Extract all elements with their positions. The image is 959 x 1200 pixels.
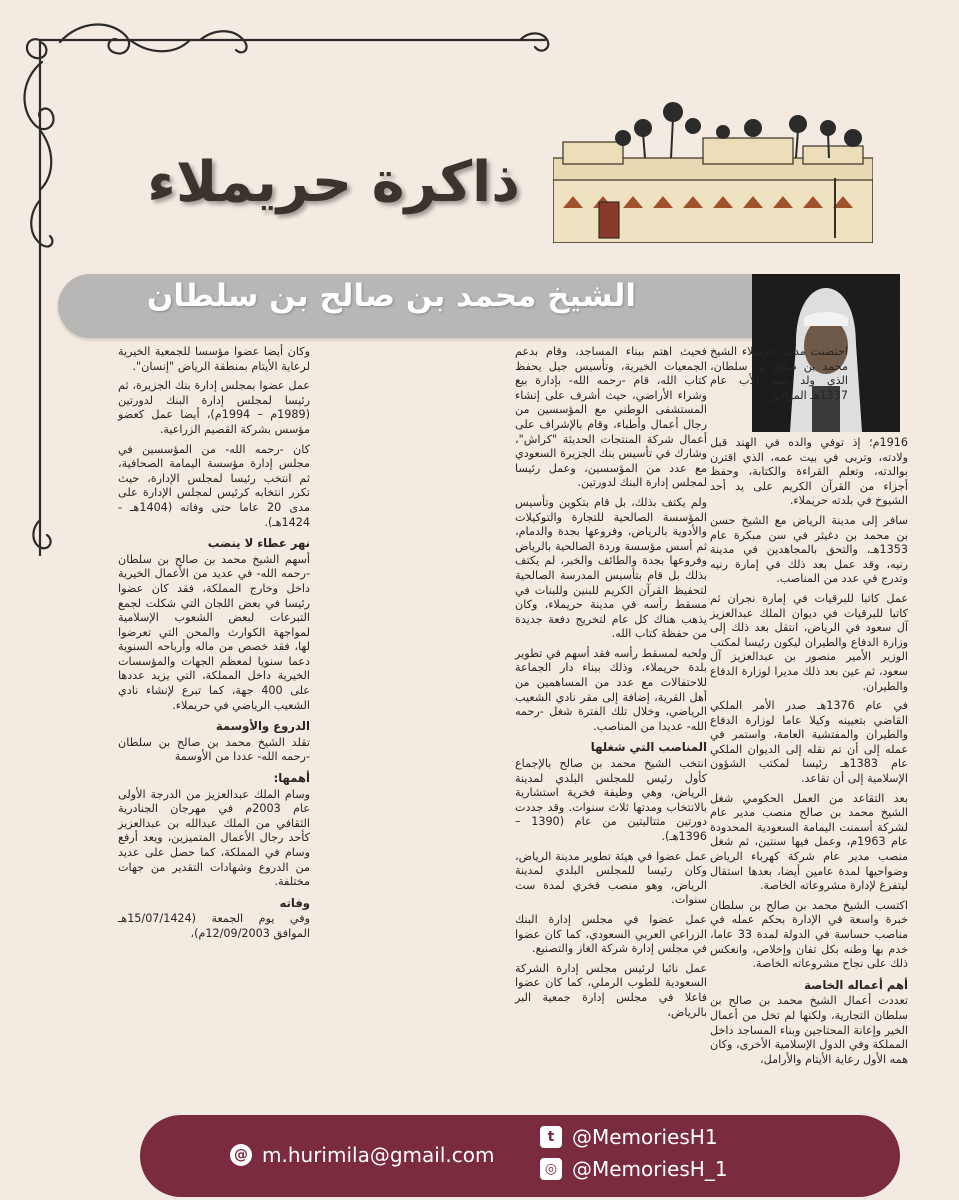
paragraph: كان -رحمه الله- من المؤسسين في مجلس إدارة مؤسسة اليمامة الصحافية، ثم انتخب رئيسا لمجلس الإدارة، حيث تكرر انتخابه كرئيس لمجلس الإدارة على مدى 20 عاما حتى وفاته (1404هـ - 1424هـ). — [118, 442, 310, 529]
article-column-2 — [515, 345, 707, 1025]
twitter-icon: t — [540, 1126, 562, 1148]
footer-contact-bar — [140, 1115, 900, 1197]
footer-twitter[interactable] — [540, 1125, 718, 1149]
section-heading: أهمها: — [273, 771, 310, 786]
paragraph: ولم يكتف بذلك، بل قام بتكوين وتأسيس المؤسسة الصالحية للتجارة والتوكيلات والأدوية بالرياض، وفروعها بجدة والدمام، ثم أسس مؤسسة وردة الصالحية بالرياض وفروعها بجدة والطائف والخبر، لم يكتف بذلك بل قام بتأسيس المدرسة الصالحية لتحفيظ القرآن الكريم للبنين وللبنات في مسقط رأسه في مدينة حريملاء، وكان يذهب هناك كل عام لتخريج دفعة جديدة من حفظة كتاب الله. — [515, 495, 707, 641]
paragraph: سافر إلى مدينة الرياض مع الشيخ حسن بن محمد بن دغيثر في سن مبكرة عام 1353هـ، والتحق بالمجاهدين في مدينة رنيه، وقد عمل بعد ذلك في إمارة رنيه وتدرج في عدد من المناصب. — [710, 513, 908, 586]
paragraph: تعددت أعمال الشيخ محمد بن صالح بن سلطان التجارية، ولكنها لم تخل من أعمال الخير وإعانة المحتاجين وبناء المساجد داخل المملكة وفي الدول الإسلامية الأخرى، وكان همه الأول رعاية الأيتام والأرامل، — [710, 994, 908, 1066]
section-heading: الدروع والأوسمة — [215, 719, 310, 734]
footer-email[interactable] — [230, 1143, 494, 1167]
twitter-handle[interactable]: @MemoriesH1 — [572, 1125, 718, 1149]
paragraph: وكان أيضا عضوا مؤسسا للجمعية الخيرية لرعاية الأيتام بمنطقة الرياض "إنسان". — [118, 345, 310, 373]
article-column-3 — [118, 345, 310, 947]
paragraph: 1916م؛ إذ توفي والده في الهند قبل ولادته، وتربى في بيت عمه، الذي اقترن بوالدته، وتعلم القراءة والكتابة، وحفظ أجزاء من القرآن الكريم على يد أحد الشيوخ في بلدته حريملاء. — [710, 436, 908, 508]
paragraph: أسهم الشيخ محمد بن صالح بن سلطان -رحمه الله- في عديد من الأعمال الخيرية داخل وخارج المملكة، فقد كان عضوا رئيسا في بعض اللجان التي شكلت لجمع التبرعات لبعض الشعوب الإسلامية لمواجهة الكوارث والمحن التي تعرضوا لها، فقد خصص من ماله وأرباحه السنوية دعما سنويا لمعظم الجهات والمؤسسات الخيرية داخل المملكة، التي يزيد عددها على 400 جهة، كما تبرع لإنشاء نادي الشعيب الرياضي في حريملاء. — [118, 552, 310, 712]
village-illustration — [553, 98, 873, 243]
paragraph: وسام الملك عبدالعزيز من الدرجة الأولى عام 2003م في مهرجان الجنادرية الثقافي من الملك عبدالله بن عبدالعزيز كأحد رجال الأعمال المتميزين، ويعد أرفع وسام في المملكة، كما حصل على عديد من الدروع وشهادات التقدير من جهات مختلفة. — [118, 787, 310, 889]
paragraph: وفي يوم الجمعة (15/07/1424هـ الموافق 12/09/2003م)، — [118, 912, 310, 940]
email-address[interactable]: m.hurimila@gmail.com — [262, 1143, 495, 1167]
masthead — [100, 150, 520, 240]
article-column-1-intro — [710, 345, 848, 408]
paragraph: اكتسب الشيخ محمد بن صالح بن سلطان خبرة واسعة في الإدارة بحكم عمله في مناصب حساسة في الدولة لمدة 33 عاما، خدم بها وطنه بكل تفان وإخلاص، وانعكس ذلك على نجاح مشروعاته الخاصة. — [710, 898, 909, 971]
paragraph: احتضنت مدينة حريملاء الشيخ محمد بن صالح بن سلطان، الذي ولد يتيم الأب عام 1337هـ الموافق — [710, 345, 848, 402]
paragraph: في عام 1376هـ صدر الأمر الملكي القاضي بتعيينه وكيلا عاما لوزارة الدفاع والطيران والمفتشية العامة، واستمر في عمله إلى أن تم نقله إلى الديوان الملكي عام 1383هـ رئيسا لمكتب الشؤون الإسلامية إلى أن تقاعد. — [710, 699, 908, 786]
paragraph: عمل كاتبا للبرقيات في إمارة نجران ثم كاتبا للبرقيات في ديوان الملك عبدالعزيز آل سعود في الرياض، انتقل بعد ذلك إلى وزارة الدفاع والطيران ليكون رئيسا لمكتب الوزير الأمير منصور بن عبدالعزيز آل سعود، ثم عين بعد ذلك مديرا لوزارة الدفاع والطيران. — [710, 591, 908, 693]
section-heading: وفاته — [279, 895, 310, 910]
paragraph: عمل عضوا بمجلس إدارة بنك الجزيرة، ثم رئيسا لمجلس إدارة البنك لدورتين (1989م – 1994م)، أيضا عمل كعضو مؤسس بشركة القصيم الزراعية. — [118, 379, 310, 436]
section-heading: أهم أعماله الخاصة — [804, 977, 908, 992]
footer-instagram[interactable] — [540, 1157, 728, 1181]
paragraph: بعد التقاعد من العمل الحكومي شغل الشيخ محمد بن صالح منصب مدير عام لشركة أسمنت اليمامة السعودية المحدودة عام 1963م، وعمل فيها سنتين، ثم شغل منصب مدير عام شركة كهرباء الرياض وضواحيها لمدة عامين أيضا، بعدها استقال ليتفرغ لإدارة مشروعاته الخاصة. — [710, 791, 908, 893]
masthead-title: ذاكرة حريملاء — [147, 150, 520, 215]
paragraph: فحيث اهتم ببناء المساجد، وقام بدعم الجمعيات الخيرية، وتأسيس جيل يحفظ كتاب الله، قام -رحمه الله- بإدارة بيع وشراء الأراضي، حيث أشرف على إنشاء المستشفى الوطني مع المؤسسين من رجال أعمال وأطباء، وقام بالإشراف على أعمال شركة المنتجات الحديثة "كراش"، وشارك في تأسيس بنك الجزيرة السعودي مع عدد من المؤسسين، وعمل رئيسا لمجلس إدارة البنك لدورتين. — [515, 345, 707, 490]
article-column-1 — [710, 436, 908, 1072]
paragraph: ولحبه لمسقط رأسه فقد أسهم في تطوير بلدة حريملاء، وذلك ببناء دار الجماعة للاحتفالات مع عدد من المساهمين من أهل القرية، إضافة إلى مقر نادي الشعيب الرياضي، وخلال تلك الفترة شغل -رحمه الله- عديدا من المناصب. — [515, 646, 707, 733]
paragraph: تقلد الشيخ محمد بن صالح بن سلطان -رحمه الله- عددا من الأوسمة — [118, 735, 310, 764]
instagram-handle[interactable]: @MemoriesH_1 — [572, 1157, 728, 1181]
article-title: الشيخ محمد بن صالح بن سلطان — [146, 278, 636, 314]
at-icon: @ — [230, 1144, 252, 1166]
instagram-icon: ◎ — [540, 1158, 562, 1180]
paragraph: انتخب الشيخ محمد بن صالح بالإجماع كأول رئيس للمجلس البلدي لمدينة الرياض، وهي وظيفة فخرية استشارية بالانتخاب ومدتها ثلاث سنوات. وقد جددت دورتين متتاليتين من عام (1390 – 1396هـ). — [515, 757, 707, 843]
paragraph: عمل عضوا في مجلس إدارة البنك الزراعي العربي السعودي، كما كان عضوا في مجلس إدارة شركة الغاز والتصنيع. — [515, 912, 707, 956]
section-heading: المناصب التي شغلها — [590, 740, 707, 755]
paragraph: عمل نائبا لرئيس مجلس إدارة الشركة السعودية للطوب الرملي، كما كان عضوا فاعلا في مجلس إدارة جمعية البر بالرياض، — [515, 961, 707, 1019]
section-heading: نهر عطاء لا ينضب — [207, 536, 310, 551]
paragraph: عمل عضوا في هيئة تطوير مدينة الرياض، وكان رئيسا للمجلس البلدي لمدينة الرياض، وهو منصب فخري لمدة ست سنوات. — [515, 849, 707, 907]
